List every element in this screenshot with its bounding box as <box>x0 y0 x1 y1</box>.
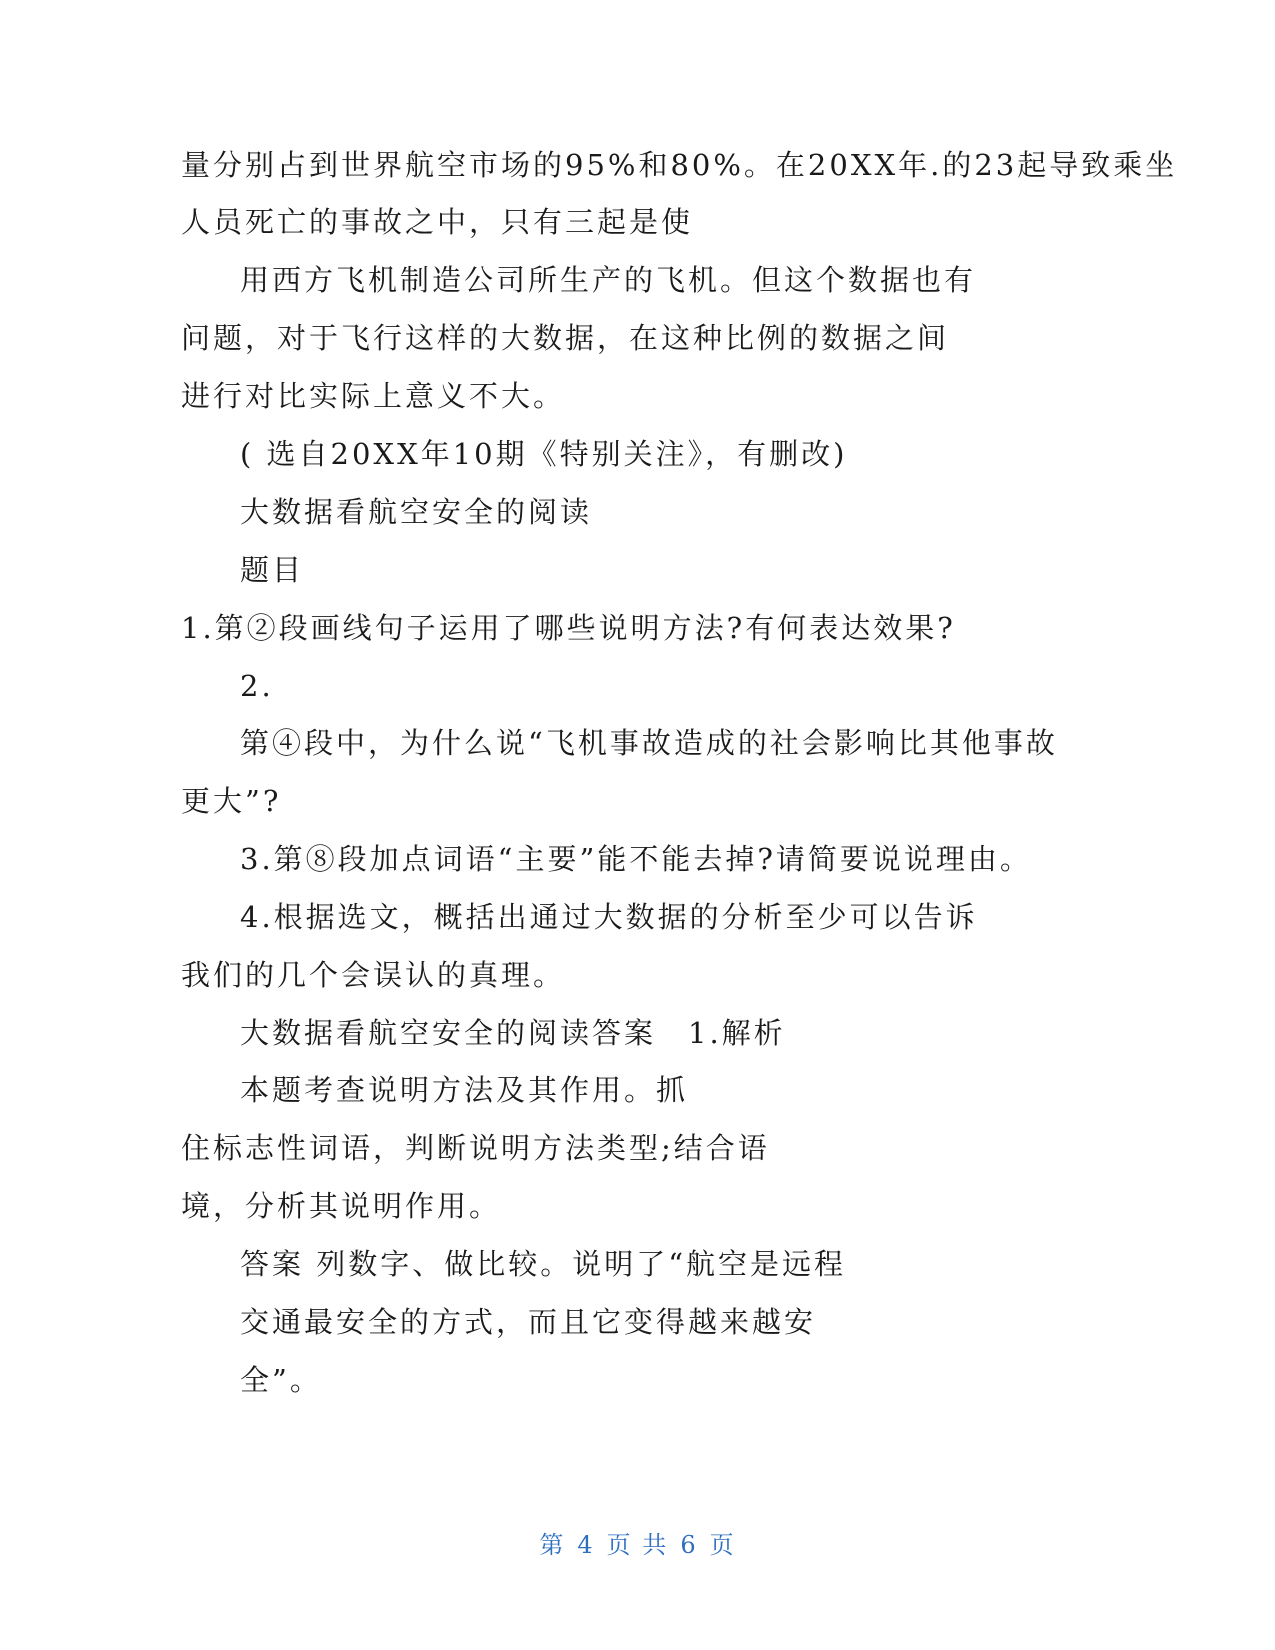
page-footer <box>0 1530 1275 1560</box>
paragraph-line: 量分别占到世界航空市场的95%和80%。在20XX年.的23起导致乘坐 <box>181 148 1178 182</box>
paragraph-line: 问题，对于飞行这样的大数据，在这种比例的数据之间 <box>181 321 950 355</box>
answer-line: 交通最安全的方式，而且它变得越来越安 <box>240 1305 817 1339</box>
footer-suffix: 页 <box>709 1531 736 1559</box>
question-2: 第④段中，为什么说“飞机事故造成的社会影响比其他事故 <box>240 726 1058 760</box>
paragraph-line: 用西方飞机制造公司所生产的飞机。但这个数据也有 <box>240 263 977 297</box>
question-2-continued: 更大”? <box>181 784 282 818</box>
question-1: 1.第②段画线句子运用了哪些说明方法?有何表达效果? <box>181 611 956 645</box>
paragraph-line: 进行对比实际上意义不大。 <box>181 379 566 413</box>
answer-line: 境，分析其说明作用。 <box>181 1189 502 1223</box>
answer-line: 答案 列数字、做比较。说明了“航空是远程 <box>240 1247 847 1281</box>
answer-heading: 大数据看航空安全的阅读答案 1.解析 <box>240 1016 786 1050</box>
section-title: 大数据看航空安全的阅读 <box>240 495 593 529</box>
footer-prefix: 第 <box>539 1531 566 1559</box>
footer-middle: 页 共 <box>606 1531 669 1559</box>
footer-total-pages: 6 <box>680 1531 698 1559</box>
answer-line: 全”。 <box>240 1363 322 1397</box>
question-4-continued: 我们的几个会误认的真理。 <box>181 958 566 992</box>
question-2-number: 2. <box>240 669 274 703</box>
answer-line: 住标志性词语，判断说明方法类型;结合语 <box>181 1131 770 1165</box>
answer-line: 本题考查说明方法及其作用。抓 <box>240 1073 689 1107</box>
footer-page-number: 4 <box>577 1531 595 1559</box>
paragraph-line: 人员死亡的事故之中，只有三起是使 <box>181 205 694 239</box>
section-heading: 题目 <box>240 553 305 587</box>
question-3: 3.第⑧段加点词语“主要”能不能去掉?请简要说说理由。 <box>240 842 1032 876</box>
question-4: 4.根据选文，概括出通过大数据的分析至少可以告诉 <box>240 900 978 934</box>
source-citation: ( 选自20XX年10期《特别关注》，有删改) <box>240 437 848 471</box>
